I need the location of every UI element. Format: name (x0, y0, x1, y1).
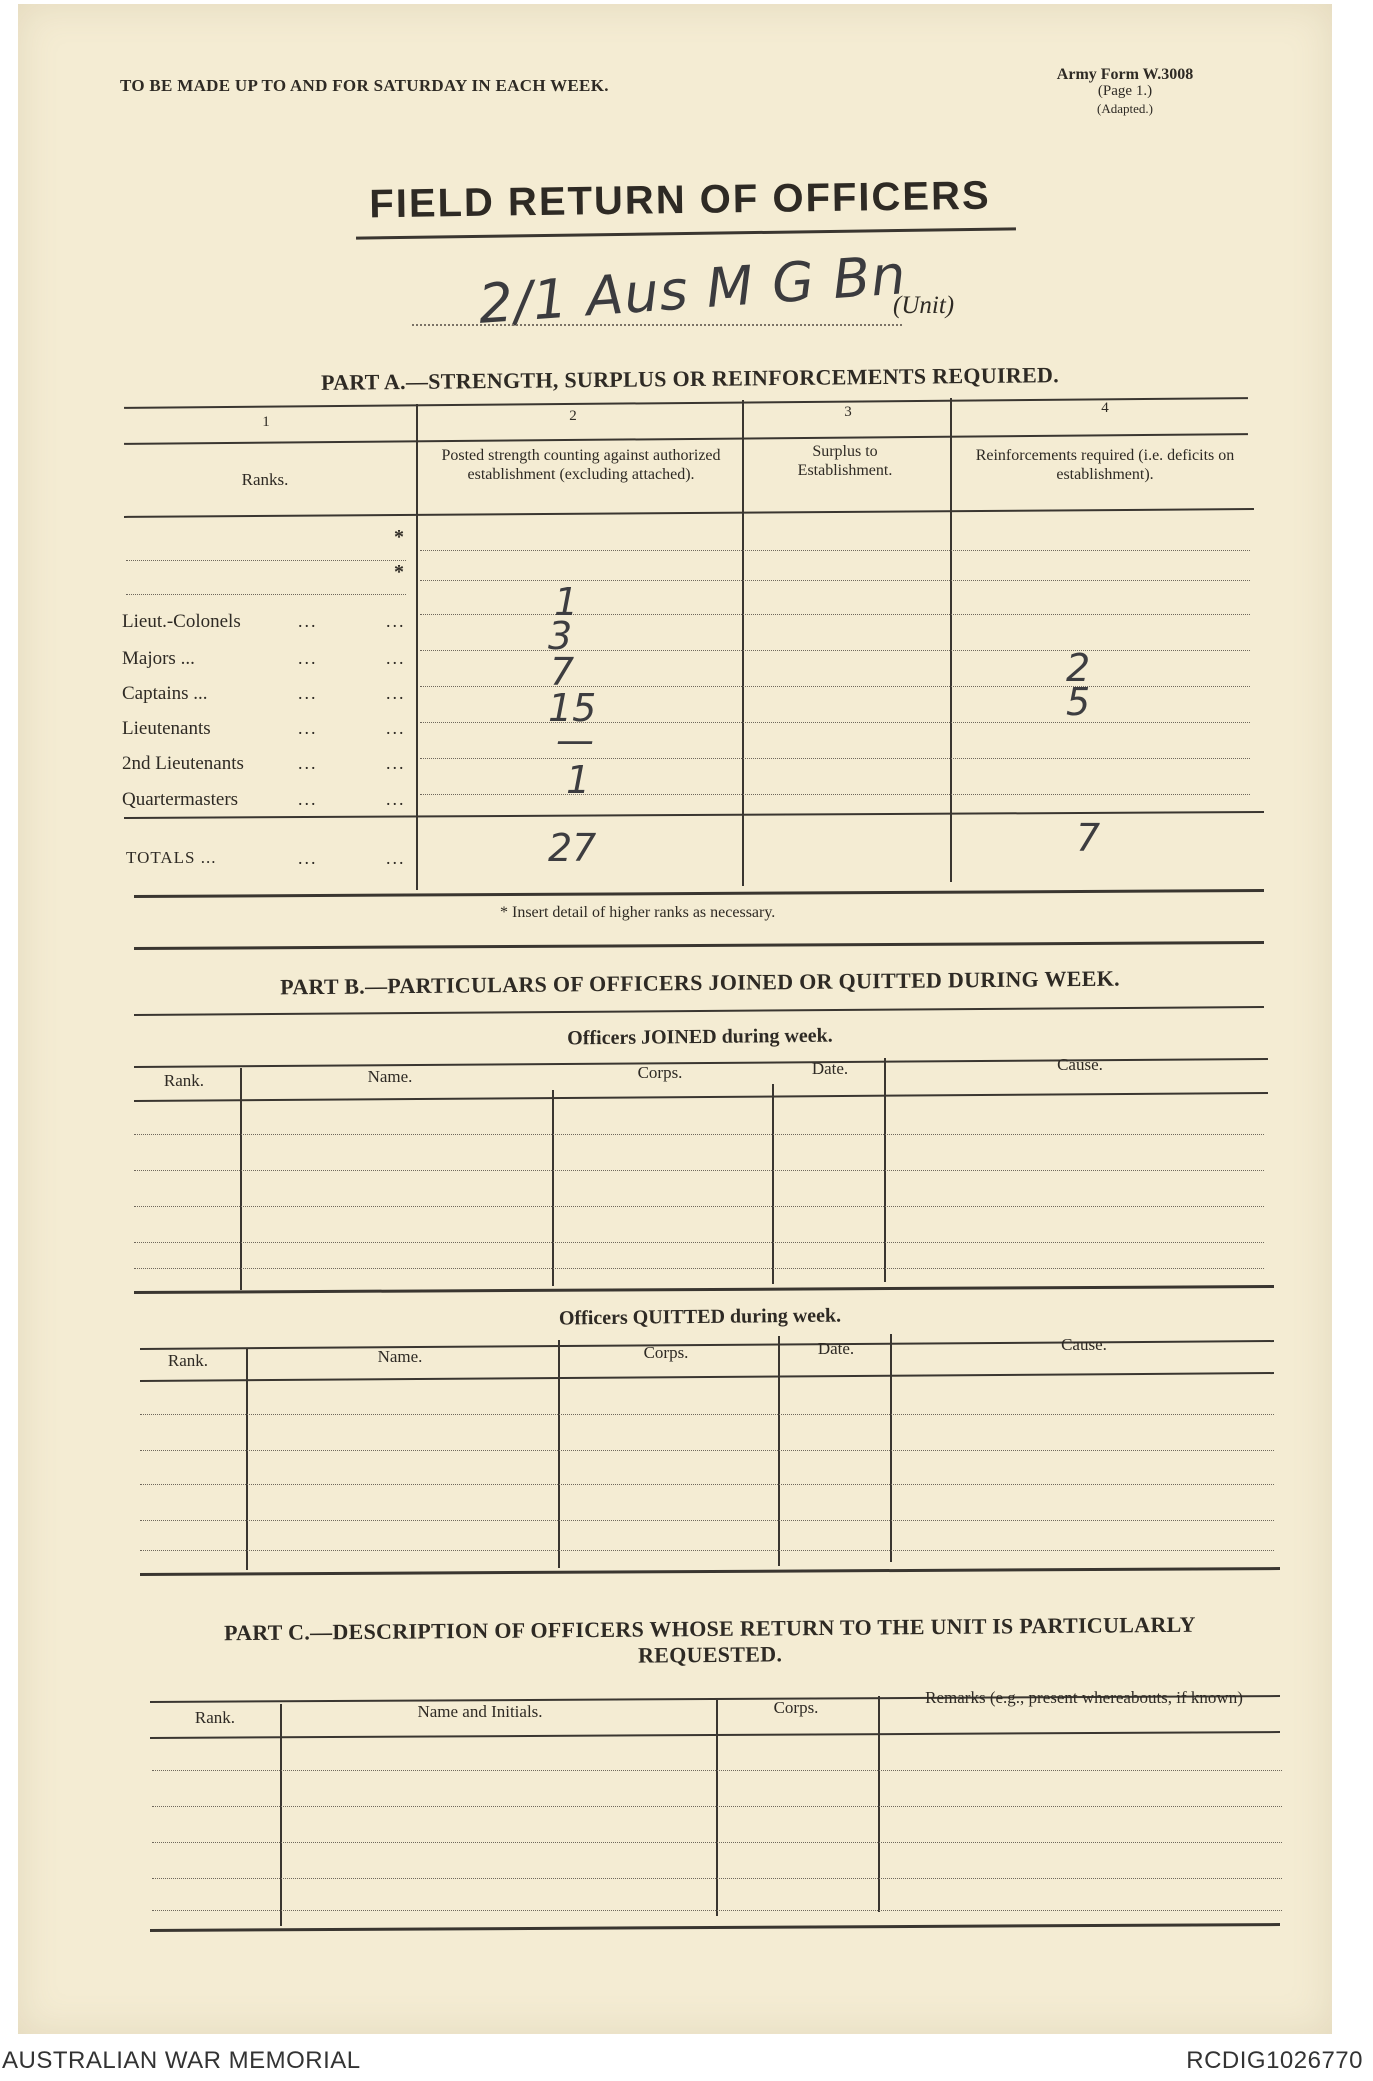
part-c-heading-line2: REQUESTED. (637, 1641, 783, 1668)
row-dotted-line (420, 758, 1250, 759)
quitted-col-cause: Cause. (1061, 1335, 1107, 1354)
col-number-4: 4 (1101, 400, 1109, 416)
joined-col-name: Name. (367, 1067, 413, 1086)
joined-vline-3 (772, 1084, 774, 1284)
leader-dots: ... (298, 648, 318, 668)
joined-col-corps: Corps. (637, 1063, 683, 1082)
totals-label: TOTALS ... (126, 848, 217, 867)
joined-vline-1 (240, 1068, 242, 1290)
col-number-2: 2 (569, 408, 577, 424)
leader-dots: ... (386, 683, 406, 703)
instruction-text: TO BE MADE UP TO AND FOR SATURDAY IN EACH WEEK. (120, 76, 609, 95)
rank-label: Lieut.-Colonels (122, 611, 241, 632)
part-c-vline-1 (280, 1704, 282, 1926)
posted-value: 7 (550, 650, 575, 694)
archive-credit: AUSTRALIAN WAR MEMORIAL (2, 2047, 361, 2074)
col-head-reinforcements: Reinforcements required (i.e. deficits on establishment). (975, 447, 1235, 483)
totals-posted: 27 (548, 826, 597, 870)
part-c-row-line (152, 1770, 1282, 1771)
part-c-row-line (152, 1842, 1282, 1843)
footnote: * Insert detail of higher ranks as necessary. (500, 904, 776, 921)
row-dotted-line (420, 550, 1250, 551)
leader-dots: ... (386, 648, 406, 668)
col-head-ranks: Ranks. (241, 470, 289, 489)
archive-id: RCDIG1026770 (1186, 2047, 1363, 2074)
col-head-posted: Posted strength counting against authorized establishment (excluding attached). (441, 447, 721, 483)
row-dotted-line (420, 722, 1250, 723)
part-c-col-name: Name and Initials. (417, 1702, 543, 1721)
part-c-row-line (152, 1878, 1282, 1879)
leader-dots: ... (386, 718, 406, 738)
rank-label: Lieutenants (122, 718, 211, 739)
leader-dots: ... (298, 718, 318, 738)
part-c-col-rank: Rank. (194, 1708, 236, 1727)
star-row-1-line (126, 560, 406, 561)
row-dotted-line (420, 614, 1250, 615)
joined-row-line (134, 1268, 1264, 1269)
leader-dots: ... (298, 683, 318, 703)
col-number-1: 1 (262, 414, 270, 430)
leader-dots: ... (386, 611, 406, 631)
posted-value: 15 (548, 686, 597, 730)
quitted-title: Officers QUITTED during week. (558, 1304, 842, 1330)
joined-row-line (134, 1170, 1264, 1171)
quitted-vline-4 (890, 1334, 892, 1562)
part-c-vline-3 (878, 1696, 880, 1912)
form-page: (Page 1.) (1097, 83, 1153, 99)
quitted-row-line (140, 1414, 1274, 1415)
part-c-col-corps: Corps. (773, 1698, 819, 1717)
posted-value: — (556, 718, 594, 762)
unit-handwritten: 2/1 Aus M G Bn (476, 243, 909, 336)
star-marker-2: * (394, 561, 404, 583)
part-c-heading-line1: PART C.—DESCRIPTION OF OFFICERS WHOSE RETURN TO THE UNIT IS PARTICULARLY (223, 1611, 1196, 1646)
star-row-2-line (126, 594, 406, 595)
quitted-col-rank: Rank. (167, 1351, 209, 1370)
part-c-row-line (152, 1910, 1282, 1911)
posted-value: 1 (554, 580, 579, 624)
quitted-vline-3 (778, 1336, 780, 1566)
rank-label: 2nd Lieutenants (122, 753, 244, 774)
col-number-3: 3 (844, 404, 852, 420)
quitted-col-date: Date. (817, 1339, 855, 1358)
leader-dots: ... (298, 611, 318, 631)
reinforcements-value: 2 (1066, 646, 1091, 690)
unit-label: (Unit) (893, 292, 955, 319)
joined-row-line (134, 1242, 1264, 1243)
posted-value: 1 (566, 758, 591, 802)
part-c-col-remarks (884, 1688, 1284, 1708)
form-note: (Adapted.) (1097, 101, 1153, 116)
part-c-col-remarks-text: Remarks (e.g., present whereabouts, if known) (925, 1688, 1243, 1707)
quitted-col-name: Name. (377, 1347, 423, 1366)
leader-dots: ... (386, 789, 406, 809)
quitted-row-line (140, 1450, 1274, 1451)
row-dotted-line (420, 580, 1250, 581)
row-dotted-line (420, 650, 1250, 651)
part-c-vline-2 (716, 1700, 718, 1916)
part-c-row-line (152, 1806, 1282, 1807)
page-title: FIELD RETURN OF OFFICERS (369, 173, 991, 227)
joined-col-cause: Cause. (1057, 1055, 1103, 1074)
star-marker-1: * (394, 526, 404, 548)
totals-reinforcements: 7 (1076, 816, 1101, 860)
rank-label: Quartermasters (122, 789, 239, 810)
joined-col-rank: Rank. (163, 1071, 205, 1090)
col-head-surplus: Surplus to Establishment. (797, 443, 893, 479)
part-a-vline-3 (950, 398, 952, 882)
leader-dots: ... (298, 753, 318, 773)
part-c-heading (160, 1611, 1260, 1673)
joined-row-line (134, 1206, 1264, 1207)
quitted-row-line (140, 1484, 1274, 1485)
joined-row-line (134, 1134, 1264, 1135)
rank-label: Majors ... (122, 648, 195, 669)
reinforcements-value: 5 (1066, 680, 1091, 724)
form-name: Army Form W.3008 (1056, 66, 1194, 83)
leader-dots: ... (386, 848, 406, 868)
rank-label: Captains ... (122, 683, 208, 704)
quitted-vline-1 (246, 1348, 248, 1570)
part-b-heading: PART B.—PARTICULARS OF OFFICERS JOINED OR QUITTED DURING WEEK. (280, 965, 1120, 1000)
part-a-heading: PART A.—STRENGTH, SURPLUS OR REINFORCEMENTS REQUIRED. (320, 362, 1060, 395)
form-reference (1050, 66, 1200, 117)
joined-title: Officers JOINED during week. (567, 1024, 833, 1050)
quitted-row-line (140, 1550, 1274, 1551)
quitted-col-corps: Corps. (643, 1343, 689, 1362)
leader-dots: ... (386, 753, 406, 773)
row-dotted-line (420, 794, 1250, 795)
leader-dots: ... (298, 848, 318, 868)
joined-col-date: Date. (811, 1059, 849, 1078)
posted-value: 3 (548, 614, 573, 658)
quitted-vline-2 (558, 1340, 560, 1568)
joined-vline-2 (552, 1090, 554, 1286)
leader-dots: ... (298, 789, 318, 809)
quitted-row-line (140, 1520, 1274, 1521)
row-dotted-line (420, 686, 1250, 687)
unit-dotted-line (412, 324, 902, 326)
